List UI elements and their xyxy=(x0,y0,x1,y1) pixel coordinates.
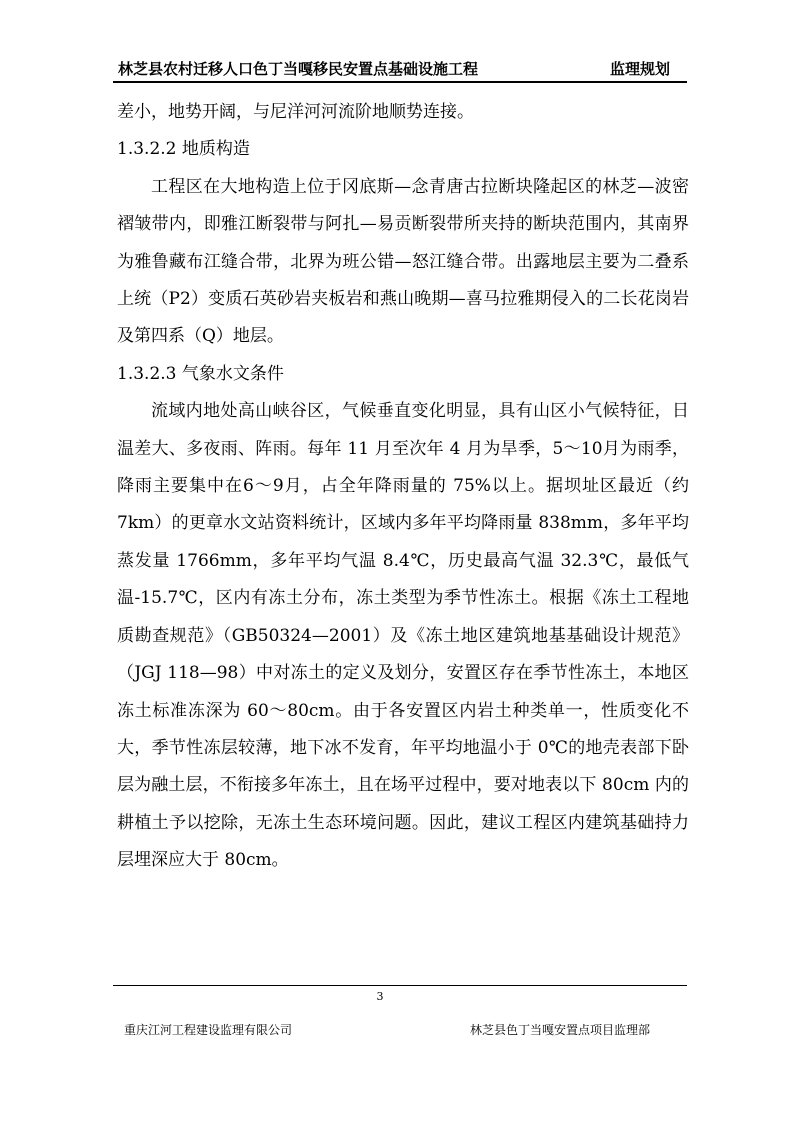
header-rule xyxy=(113,81,687,83)
paragraph-geology: 工程区在大地构造上位于冈底斯—念青唐古拉断块隆起区的林芝—波密褶皱带内，即雅江断裂带与阿扎—易贡断裂带所夹持的断块范围内，其南界为雅鲁藏布江缝合带，北界为班公错—怒江缝合带。出露地层主要为二叠系上统（P2）变质石英砂岩夹板岩和燕山晚期—喜马拉雅期侵入的二长花岗岩及第四系（Q）地层。 xyxy=(117,176,689,347)
section-heading-geology: 1.3.2.2 地质构造 xyxy=(117,139,250,160)
header-title: 林芝县农村迁移人口色丁当嘎移民安置点基础设施工程 xyxy=(118,60,479,78)
footer-company: 重庆江河工程建设监理有限公司 xyxy=(124,1023,293,1037)
footer-rule xyxy=(113,985,687,986)
page-number: 3 xyxy=(376,990,384,1003)
paragraph-continued: 差小，地势开阔，与尼洋河河流阶地顺势连接。 xyxy=(117,102,474,122)
footer-department: 林芝县色丁当嘎安置点项目监理部 xyxy=(470,1023,651,1037)
section-heading-climate: 1.3.2.3 气象水文条件 xyxy=(117,363,284,384)
header-doc-type: 监理规划 xyxy=(609,60,670,78)
paragraph-climate: 流域内地处高山峡谷区，气候垂直变化明显，具有山区小气候特征，日温差大、多夜雨、阵雨。每年 11 月至次年 4 月为旱季，5～10月为雨季，降雨主要集中在6～9月，占全年降雨量的 75%以上。据坝址区最近（约 7km）的更章水文站资料统计，区域内多年平均降雨量 838mm，多年平均蒸发量 1766mm，多年平均气温 8.4℃，历史最高气温 32.3℃，最低气温-15.7℃，区内有冻土分布，冻土类型为季节性冻土。根据《冻土工程地质勘查规范》（GB50324—2001）及《冻土地区建筑地基基础设计规范》（JGJ 118—98）中对冻土的定义及划分，安置区存在季节性冻土，本地区冻土标准冻深为 60～80cm。由于各安置区内岩土种类单一，性质变化不大，季节性冻层较薄，地下冰不发育，年平均地温小于 0℃的地壳表部下卧层为融土层，不衔接多年冻土，且在场平过程中，要对地表以下 80cm 内的耕植土予以挖除，无冻土生态环境问题。因此，建议工程区内建筑基础持力层埋深应大于 80cm。 xyxy=(117,401,689,871)
page-body xyxy=(117,94,689,880)
page-header xyxy=(118,56,686,80)
